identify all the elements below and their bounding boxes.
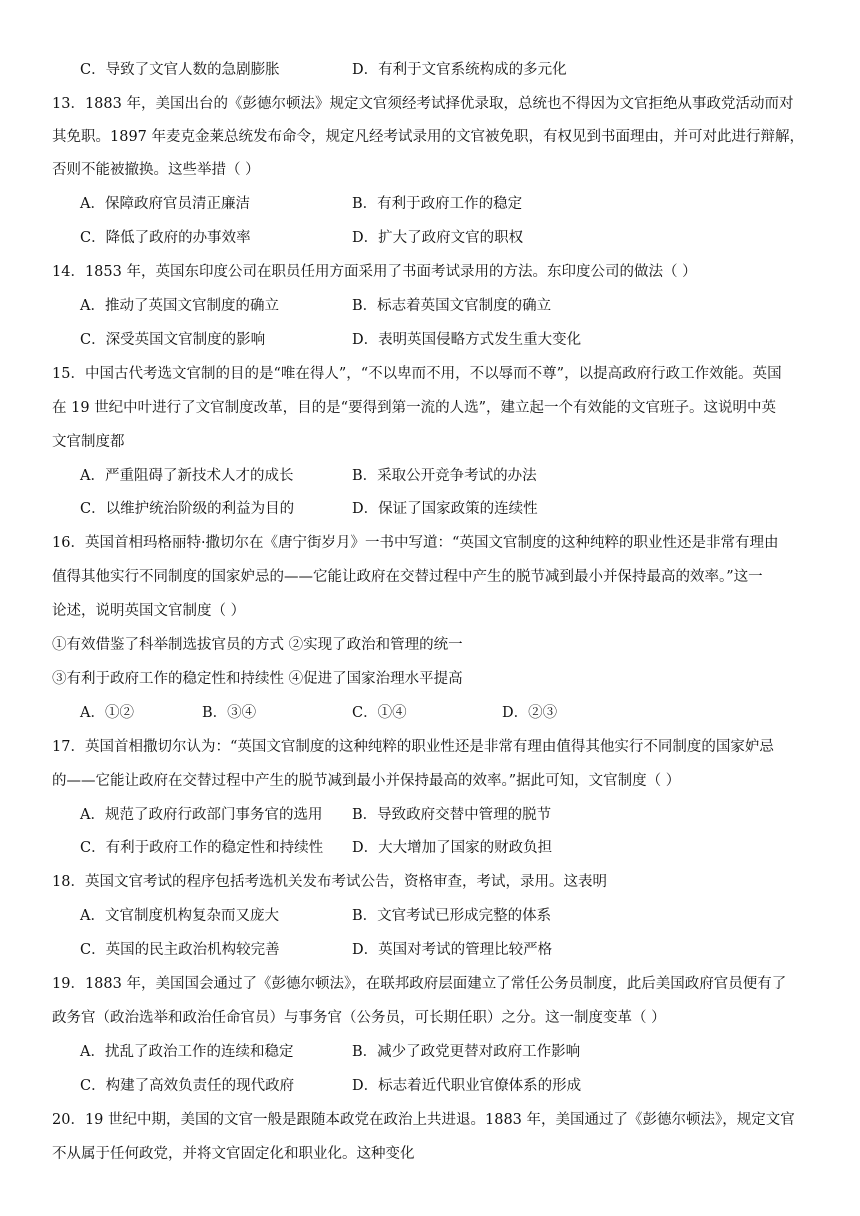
q16-option-b: B．③④ — [202, 705, 257, 721]
q17-option-b: B．导致政府交替中管理的脱节 — [352, 807, 552, 823]
q13-option-c: C．降低了政府的办事效率 — [80, 230, 251, 246]
q13-option-a: A．保障政府官员清正廉洁 — [80, 196, 250, 212]
q15-stem-line: 在 19 世纪中叶进行了文官制度改革，目的是“要得到第一流的人选”，建立起一个有效能的文官班子。这说明中英 — [52, 400, 776, 416]
q20-stem-line: 20．19 世纪中期，美国的文官一般是跟随本政党在政治上共进退。1883 年，美国通过了《彭德尔顿法》，规定文官 — [52, 1112, 795, 1128]
q14-option-d: D．表明英国侵略方式发生重大变化 — [352, 332, 582, 348]
q16-item-line: ③有利于政府工作的稳定性和持续性 ④促进了国家治理水平提高 — [52, 671, 463, 687]
q16-option-c: C．①④ — [352, 705, 407, 721]
q13-stem-line: 否则不能被撤换。这些举措（ ） — [52, 162, 260, 178]
q19-stem-line: 政务官（政治选举和政治任命官员）与事务官（公务员，可长期任职）之分。这一制度变革（ ） — [52, 1010, 666, 1026]
q14-option-b: B．标志着英国文官制度的确立 — [352, 298, 552, 314]
q18-stem-line: 18．英国文官考试的程序包括考选机关发布考试公告，资格审查，考试，录用。这表明 — [52, 874, 607, 890]
q17-option-c: C．有利于政府工作的稳定性和持续性 — [80, 840, 324, 856]
q16-option-a: A．①② — [80, 705, 134, 721]
q18-option-b: B．文官考试已形成完整的体系 — [352, 908, 552, 924]
q19-option-c: C．构建了高效负责任的现代政府 — [80, 1078, 295, 1094]
q15-option-c: C．以维护统治阶级的利益为目的 — [80, 501, 295, 517]
q18-option-c: C．英国的民主政治机构较完善 — [80, 942, 280, 958]
q14-option-a: A．推动了英国文官制度的确立 — [80, 298, 279, 314]
q19-option-b: B．减少了政党更替对政府工作影响 — [352, 1044, 581, 1060]
q17-stem-line: 的——它能让政府在交替过程中产生的脱节减到最小并保持最高的效率。”据此可知，文官制度（ ） — [52, 773, 681, 789]
q16-option-d: D．②③ — [502, 705, 558, 721]
q17-option-a: A．规范了政府行政部门事务官的选用 — [80, 807, 323, 823]
q12-option-c: C．导致了文官人数的急剧膨胀 — [80, 62, 280, 78]
q19-option-d: D．标志着近代职业官僚体系的形成 — [352, 1078, 582, 1094]
q15-option-b: B．采取公开竞争考试的办法 — [352, 468, 537, 484]
q18-option-d: D．英国对考试的管理比较严格 — [352, 942, 553, 958]
q12-option-d: D．有利于文官系统构成的多元化 — [352, 62, 567, 78]
q16-stem-line: 16．英国首相玛格丽特·撒切尔在《唐宁街岁月》一书中写道：“英国文官制度的这种纯粹的职业性还是非常有理由 — [52, 535, 779, 551]
q20-stem-line: 不从属于任何政党，并将文官固定化和职业化。这种变化 — [52, 1146, 415, 1162]
q16-stem-line: 值得其他实行不同制度的国家妒忌的——它能让政府在交替过程中产生的脱节减到最小并保持最高的效率。”这一 — [52, 569, 763, 585]
q14-stem-line: 14．1853 年，英国东印度公司在职员任用方面采用了书面考试录用的方法。东印度公司的做法（ ） — [52, 264, 697, 280]
q19-option-a: A．扰乱了政治工作的连续和稳定 — [80, 1044, 294, 1060]
q16-item-line: ①有效借鉴了科举制选拔官员的方式 ②实现了政治和管理的统一 — [52, 637, 463, 653]
q19-stem-line: 19．1883 年，美国国会通过了《彭德尔顿法》，在联邦政府层面建立了常任公务员制度，此后美国政府官员便有了 — [52, 976, 787, 992]
q14-option-c: C．深受英国文官制度的影响 — [80, 332, 266, 348]
q15-stem-line: 15．中国古代考选文官制的目的是“唯在得人”，“不以卑而不用，不以辱而不尊”，以提高政府行政工作效能。英国 — [52, 366, 782, 382]
q15-option-d: D．保证了国家政策的连续性 — [352, 501, 538, 517]
q13-stem-line: 其免职。1897 年麦克金莱总统发布命令，规定凡经考试录用的文官被免职，有权见到书面理由，并可对此进行辩解， — [52, 129, 805, 145]
q15-stem-line: 文官制度都 — [52, 434, 125, 450]
q13-option-d: D．扩大了政府文官的职权 — [352, 230, 524, 246]
q17-stem-line: 17．英国首相撒切尔认为：“英国文官制度的这种纯粹的职业性还是非常有理由值得其他实行不同制度的国家妒忌 — [52, 739, 774, 755]
q18-option-a: A．文官制度机构复杂而又庞大 — [80, 908, 279, 924]
q17-option-d: D．大大增加了国家的财政负担 — [352, 840, 553, 856]
q16-stem-line: 论述，说明英国文官制度（ ） — [52, 603, 246, 619]
q15-option-a: A．严重阻碍了新技术人才的成长 — [80, 468, 294, 484]
q13-stem-line: 13．1883 年，美国出台的《彭德尔顿法》规定文官须经考试择优录取，总统也不得因为文官拒绝从事政党活动而对 — [52, 96, 794, 112]
q13-option-b: B．有利于政府工作的稳定 — [352, 196, 523, 212]
